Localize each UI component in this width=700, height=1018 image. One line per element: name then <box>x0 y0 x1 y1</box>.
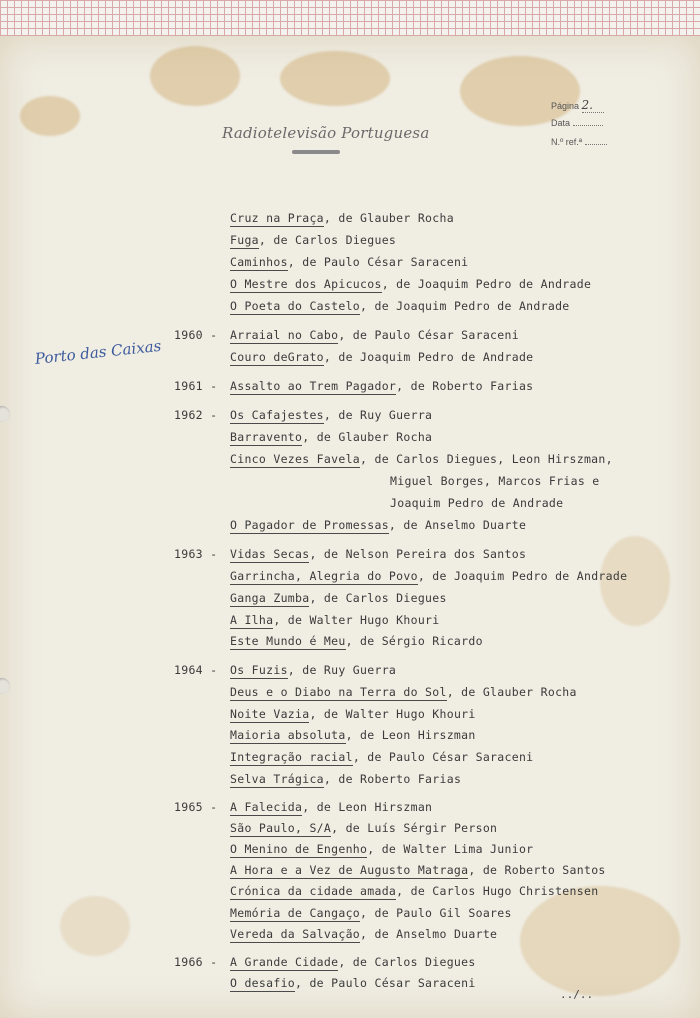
film-entry <box>230 299 570 313</box>
film-entry <box>230 663 396 677</box>
film-director: , de Paulo César Saraceni <box>295 976 476 990</box>
handwritten-margin-note: Porto das Caixas <box>34 336 163 368</box>
stain <box>150 46 240 106</box>
film-director: , de Joaquim Pedro de Andrade <box>360 299 570 313</box>
film-director: , de Paulo Gil Soares <box>360 906 512 920</box>
film-director: Joaquim Pedro de Andrade <box>390 496 564 510</box>
film-entry <box>230 408 432 422</box>
film-director: , de Sérgio Ricardo <box>345 634 483 648</box>
binder-hole <box>0 406 10 422</box>
film-entry <box>230 884 598 898</box>
stain <box>60 896 130 956</box>
film-title: O Menino de Engenho <box>230 842 368 856</box>
film-title: Integração racial <box>230 750 353 764</box>
film-director: , de Nelson Pereira dos Santos <box>309 547 527 561</box>
stain <box>460 56 580 126</box>
film-director: , de Ruy Guerra <box>323 408 433 422</box>
film-entry <box>230 430 432 444</box>
film-director: , de Walter Hugo Khouri <box>309 707 476 721</box>
film-director: , de Leon Hirszman <box>345 728 476 742</box>
year-label: 1960 - <box>174 328 218 342</box>
film-title: Ganga Zumba <box>230 591 310 605</box>
film-title: Caminhos <box>230 255 288 269</box>
film-director: Miguel Borges, Marcos Frias e <box>390 474 600 488</box>
graph-paper-strip <box>0 0 700 38</box>
film-entry <box>230 211 454 225</box>
film-director: , de Walter Hugo Khouri <box>273 613 440 627</box>
film-entry <box>230 906 512 920</box>
film-title: Barravento <box>230 430 303 444</box>
film-title: A Falecida <box>230 800 303 814</box>
page-number: 2. <box>582 98 604 113</box>
year-label: 1965 - <box>174 800 218 814</box>
film-director: , de Carlos Diegues <box>338 955 476 969</box>
film-title: Deus e o Diabo na Terra do Sol <box>230 685 447 699</box>
film-title: Os Cafajestes <box>230 408 324 422</box>
film-title: O Poeta do Castelo <box>230 299 361 313</box>
film-director: , de Carlos Diegues, Leon Hirszman, <box>360 452 613 466</box>
film-entry <box>230 547 526 561</box>
film-director: , de Anselmo Duarte <box>360 927 498 941</box>
film-director: , de Roberto Farias <box>323 772 462 786</box>
film-director: , de Walter Lima Junior <box>367 842 534 856</box>
film-title: Os Fuzis <box>230 663 288 677</box>
page-field <box>551 98 604 113</box>
film-director: , de Glauber Rocha <box>446 685 577 699</box>
year-label: 1962 - <box>174 408 218 422</box>
film-director: , de Joaquim Pedro de Andrade <box>381 277 592 291</box>
film-title: Cinco Vezes Favela <box>230 452 361 466</box>
film-director: , de Paulo César Saraceni <box>287 255 469 269</box>
film-director: , de Carlos Diegues <box>258 233 397 247</box>
page-label: Página <box>551 101 580 111</box>
film-title: Couro deGrato <box>230 350 324 364</box>
film-title: Arraial no Cabo <box>230 328 339 342</box>
film-entry <box>230 379 533 393</box>
film-title: Vidas Secas <box>230 547 310 561</box>
film-entry <box>230 772 461 786</box>
film-title: Este Mundo é Meu <box>230 634 346 648</box>
film-title: Garrincha, Alegria do Povo <box>230 569 418 583</box>
film-entry <box>230 233 396 247</box>
ref-field <box>551 137 607 147</box>
film-director: , de Joaquim Pedro de Andrade <box>323 350 534 364</box>
film-title: São Paulo, S/A <box>230 821 332 835</box>
film-title: Maioria absoluta <box>230 728 346 742</box>
film-title: A Hora e a Vez de Augusto Matraga <box>230 863 469 877</box>
stain <box>520 886 680 996</box>
film-entry <box>230 750 533 764</box>
film-entry <box>230 613 440 627</box>
film-title: Noite Vazia <box>230 707 310 721</box>
film-title: A Ilha <box>230 613 274 627</box>
film-director: , de Glauber Rocha <box>323 211 454 225</box>
year-label: 1966 - <box>174 955 218 969</box>
letterhead: Radiotelevisão Portuguesa <box>222 124 430 142</box>
stain <box>280 51 390 106</box>
film-title: Selva Trágica <box>230 772 324 786</box>
film-entry <box>230 452 613 466</box>
film-entry <box>230 863 606 877</box>
film-entry <box>230 821 497 835</box>
film-director: , de Luís Sérgir Person <box>331 821 498 835</box>
year-label: 1964 - <box>174 663 218 677</box>
film-director: , de Joaquim Pedro de Andrade <box>417 569 628 583</box>
film-entry <box>230 350 533 364</box>
film-entry <box>230 685 577 699</box>
film-title: Vereda da Salvação <box>230 927 361 941</box>
stain <box>20 96 80 136</box>
ref-label: N.º ref.ª <box>551 137 583 147</box>
film-director: , de Paulo César Saraceni <box>338 328 519 342</box>
film-entry <box>230 518 526 532</box>
film-title: Assalto ao Trem Pagador <box>230 379 397 393</box>
date-field <box>551 118 603 128</box>
film-title: Memória de Cangaço <box>230 906 361 920</box>
film-entry <box>230 976 476 990</box>
film-entry <box>230 728 476 742</box>
film-entry <box>230 955 476 969</box>
date-label: Data <box>551 118 571 128</box>
film-title: Cruz na Praça <box>230 211 324 225</box>
film-title: O Mestre dos Apicucos <box>230 277 382 291</box>
film-entry <box>230 569 627 583</box>
film-director: , de Carlos Hugo Christensen <box>396 884 599 898</box>
film-entry <box>230 927 497 941</box>
film-director: , de Leon Hirszman <box>302 800 433 814</box>
film-entry <box>390 474 599 488</box>
film-title: O Pagador de Promessas <box>230 518 389 532</box>
film-title: Fuga <box>230 233 259 247</box>
film-entry <box>230 634 483 648</box>
film-title: A Grande Cidade <box>230 955 339 969</box>
film-entry <box>230 842 533 856</box>
year-label: 1963 - <box>174 547 218 561</box>
film-entry <box>230 328 519 342</box>
film-title: O desafio <box>230 976 296 990</box>
film-director: , de Roberto Farias <box>396 379 534 393</box>
letterhead-rule <box>292 150 340 154</box>
film-entry <box>230 255 468 269</box>
year-label: 1961 - <box>174 379 218 393</box>
film-director: , de Anselmo Duarte <box>388 518 527 532</box>
film-director: , de Glauber Rocha <box>302 430 433 444</box>
film-entry <box>230 277 591 291</box>
film-entry <box>390 496 563 510</box>
film-entry <box>230 800 432 814</box>
binder-hole <box>0 678 10 694</box>
film-title: Crónica da cidade amada <box>230 884 397 898</box>
film-entry <box>230 707 476 721</box>
continuation-mark: ../.. <box>560 988 594 1001</box>
film-director: , de Roberto Santos <box>468 863 606 877</box>
film-entry <box>230 591 447 605</box>
film-director: , de Ruy Guerra <box>287 663 397 677</box>
film-director: , de Paulo César Saraceni <box>352 750 534 764</box>
film-director: , de Carlos Diegues <box>309 591 447 605</box>
